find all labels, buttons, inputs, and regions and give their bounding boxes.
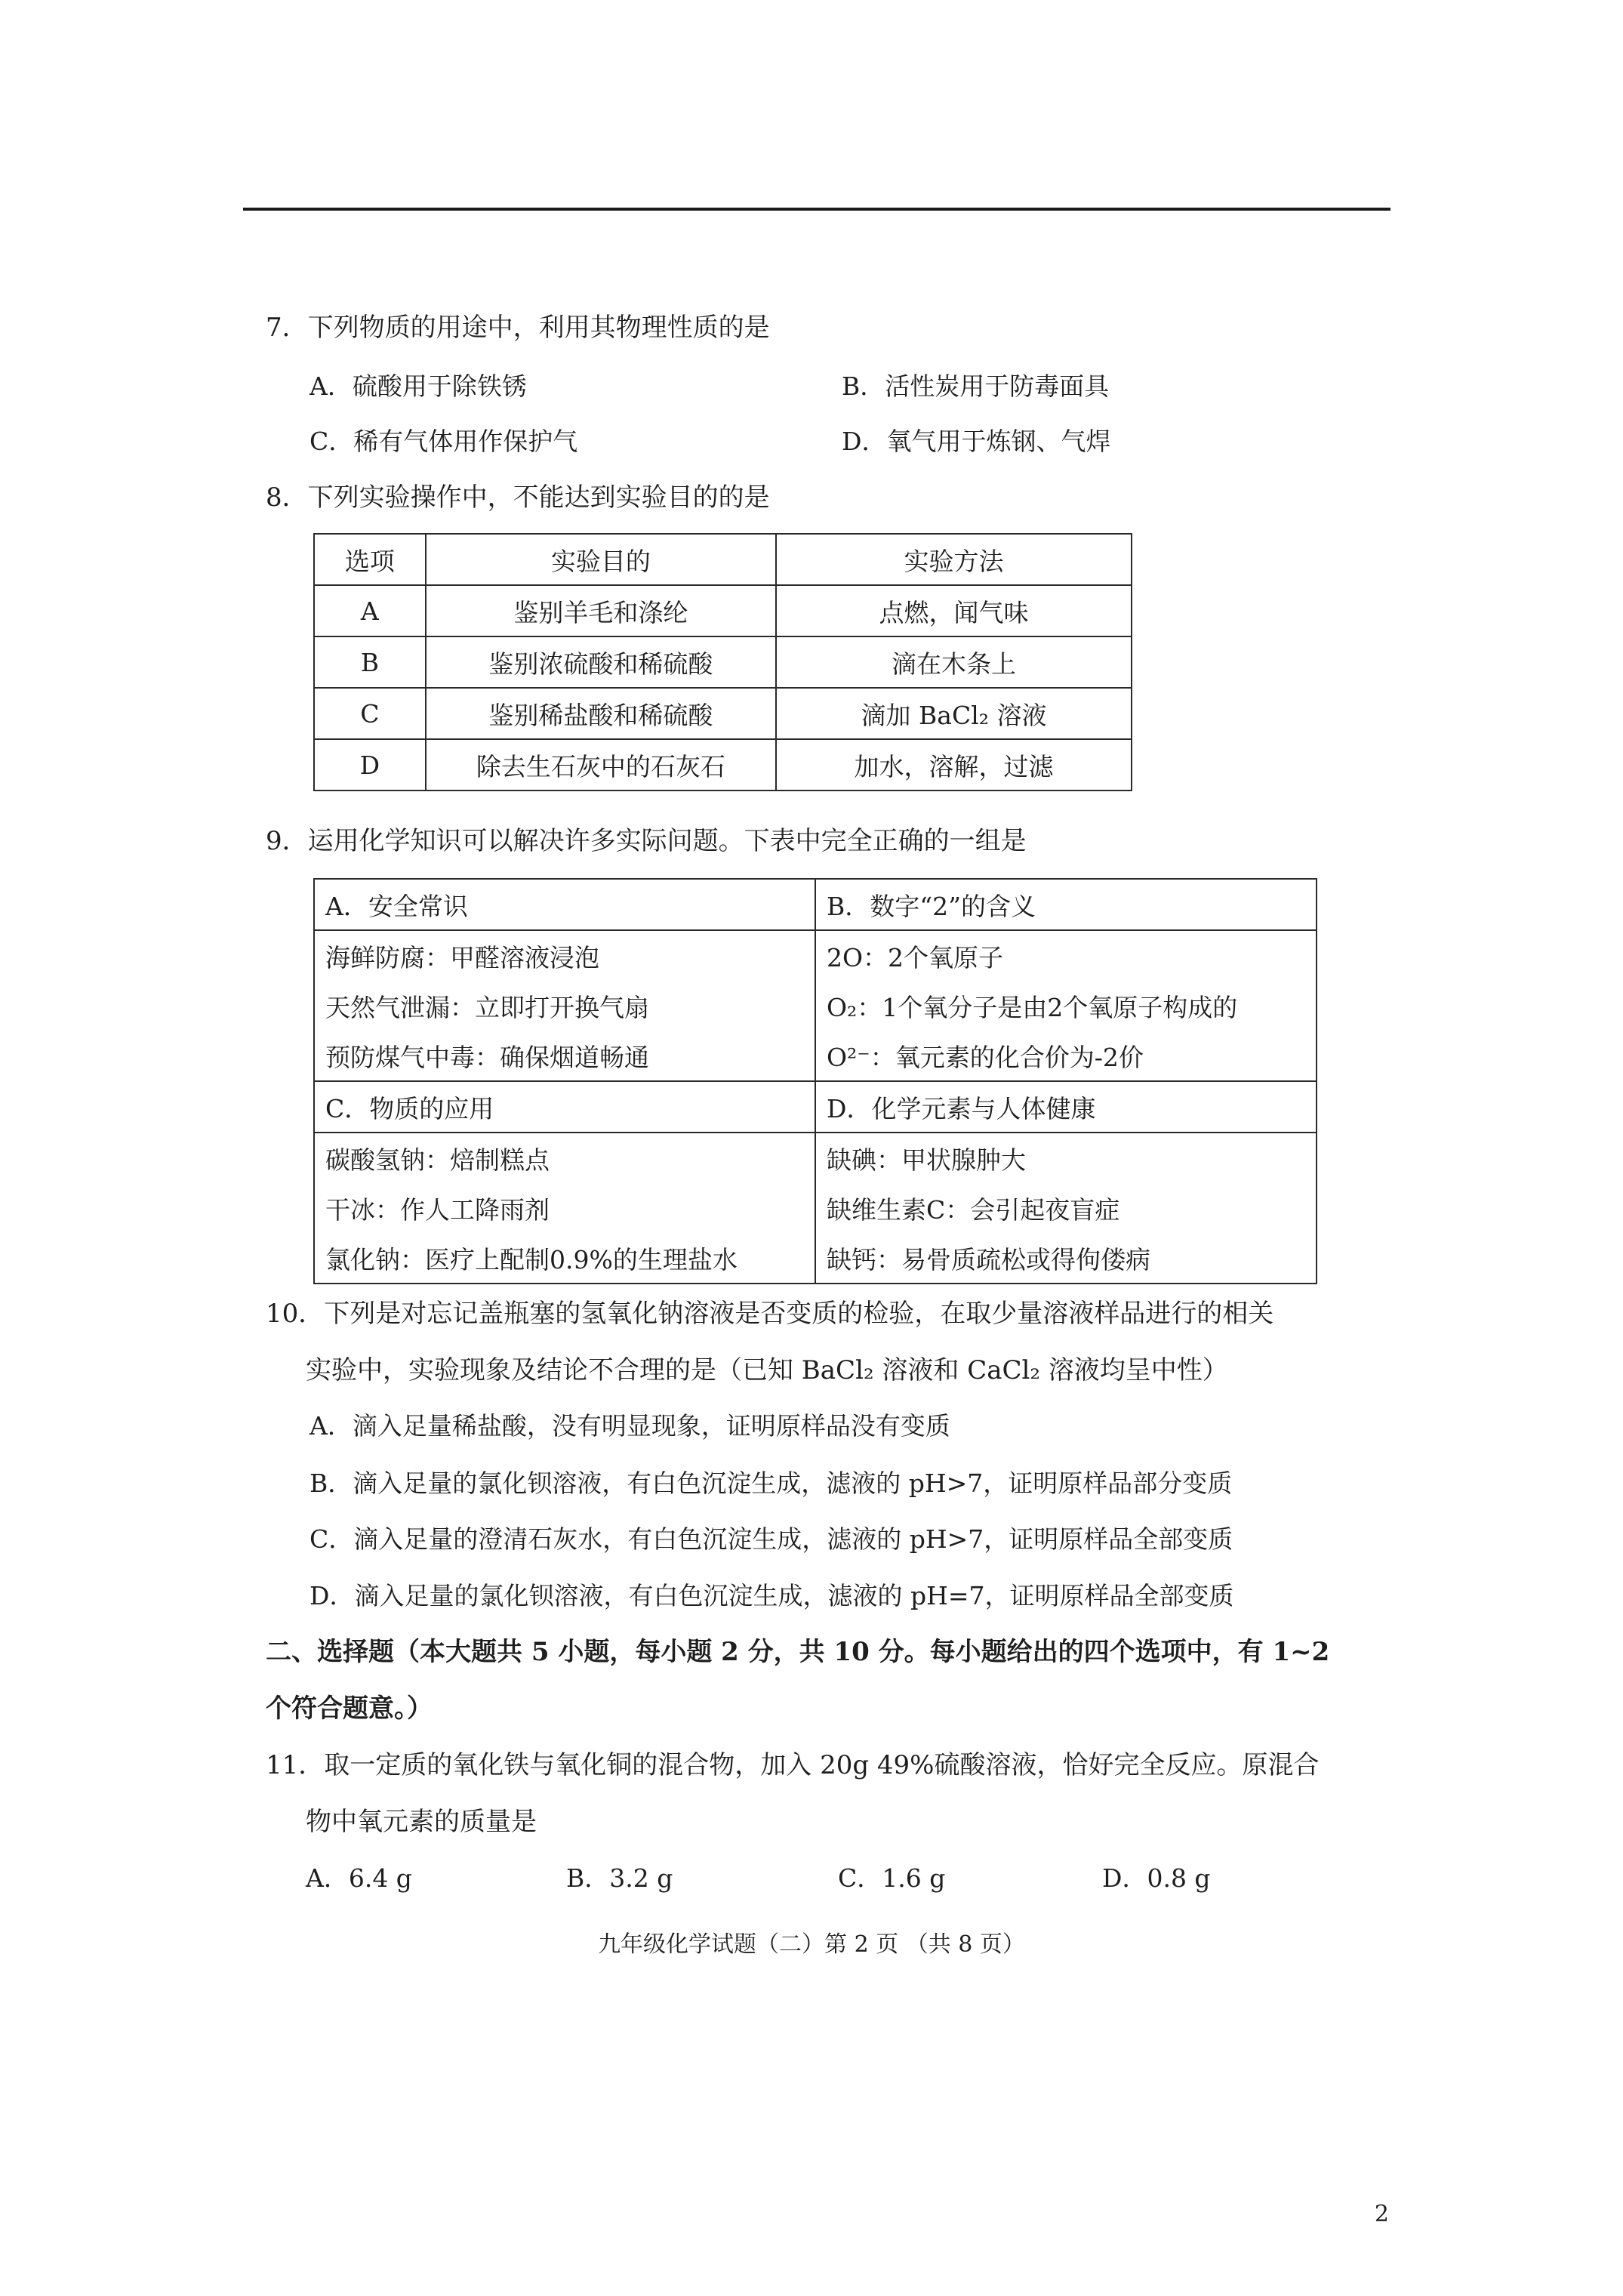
q11-option-a: A．6.4 g [306,1863,412,1893]
q11-stem-line2: 物中氧元素的质量是 [306,1807,537,1837]
table-row [314,636,1132,688]
q10-stem-line1: 10．下列是对忘记盖瓶塞的氢氧化钠溶液是否变质的检验，在取少量溶液样品进行的相关 [266,1299,1274,1329]
q8-cell-method: 加水，溶解，过滤 [776,739,1132,791]
q9-group-d-item: 缺维生素C：会引起夜盲症 [815,1183,1317,1233]
q8-header-purpose: 实验目的 [426,534,776,585]
q9-group-a-item: 预防煤气中毒：确保烟道畅通 [314,1031,815,1081]
q7-option-a: A．硫酸用于除铁锈 [310,371,527,401]
table-row [314,1183,1317,1233]
q9-stem: 9．运用化学知识可以解决许多实际问题。下表中完全正确的一组是 [266,826,1027,856]
table-row [314,585,1132,636]
table-row [314,1233,1317,1284]
q9-group-b-item: O²⁻：氧元素的化合价为-2价 [815,1031,1317,1081]
q10-option-a: A．滴入足量稀盐酸，没有明显现象，证明原样品没有变质 [310,1411,950,1441]
q8-table-header [314,534,1132,585]
table-row [314,981,1317,1031]
q8-cell-purpose: 除去生石灰中的石灰石 [426,739,776,791]
q9-group-d-item: 缺钙：易骨质疏松或得佝偻病 [815,1233,1317,1284]
q7-option-d: D．氧气用于炼钢、气焊 [842,427,1111,456]
table-row [314,688,1132,739]
q8-cell-option: A [314,585,426,636]
q11-stem-line1: 11．取一定质的氧化铁与氧化铜的混合物，加入 20g 49%硫酸溶液，恰好完全反应。原混合 [266,1750,1320,1780]
top-rule [243,208,1390,211]
q9-group-b-item: 2O：2个氧原子 [815,930,1317,981]
q8-cell-option: C [314,688,426,739]
q9-group-a-item: 天然气泄漏：立即打开换气扇 [314,981,815,1031]
q9-group-c-title: C．物质的应用 [314,1081,815,1133]
q9-group-d-item: 缺碘：甲状腺肿大 [815,1133,1317,1183]
q10-option-d: D．滴入足量的氯化钡溶液，有白色沉淀生成，滤液的 pH=7，证明原样品全部变质 [310,1581,1234,1610]
q7-option-b: B．活性炭用于防毒面具 [842,371,1110,401]
table-row [314,1081,1317,1133]
section2-heading-line1: 二、选择题（本大题共 5 小题，每小题 2 分，共 10 分。每小题给出的四个选项中，有 1~2 [266,1637,1330,1667]
table-row [314,930,1317,981]
table-row [314,739,1132,791]
q8-header-method: 实验方法 [776,534,1132,585]
q8-cell-method: 滴在木条上 [776,636,1132,688]
q8-cell-option: D [314,739,426,791]
q8-cell-purpose: 鉴别稀盐酸和稀硫酸 [426,688,776,739]
q7-stem: 7．下列物质的用途中，利用其物理性质的是 [266,313,770,343]
table-row [314,1031,1317,1081]
q11-option-b: B．3.2 g [566,1863,673,1893]
q8-cell-method: 滴加 BaCl₂ 溶液 [776,688,1132,739]
page-footer: 九年级化学试题（二）第 2 页 （共 8 页） [598,1931,1025,1958]
q9-group-d-title: D．化学元素与人体健康 [815,1081,1317,1133]
q8-cell-purpose: 鉴别浓硫酸和稀硫酸 [426,636,776,688]
q9-group-a-item: 海鲜防腐：甲醛溶液浸泡 [314,930,815,981]
q9-group-a-title: A．安全常识 [314,879,815,930]
q8-stem: 8．下列实验操作中，不能达到实验目的的是 [266,482,770,513]
q10-option-b: B．滴入足量的氯化钡溶液，有白色沉淀生成，滤液的 pH>7，证明原样品部分变质 [310,1469,1233,1498]
page-number: 2 [1374,2201,1389,2227]
q8-cell-method: 点燃，闻气味 [776,585,1132,636]
table-row [314,879,1317,930]
q8-header-option: 选项 [314,534,426,585]
q8-cell-purpose: 鉴别羊毛和涤纶 [426,585,776,636]
q9-group-b-item: O₂：1个氧分子是由2个氧原子构成的 [815,981,1317,1031]
q9-group-c-item: 氯化钠：医疗上配制0.9%的生理盐水 [314,1233,815,1284]
q9-table [313,878,1317,1284]
q8-cell-option: B [314,636,426,688]
q9-group-b-title: B．数字“2”的含义 [815,879,1317,930]
q9-group-c-item: 干冰：作人工降雨剂 [314,1183,815,1233]
q9-group-c-item: 碳酸氢钠：焙制糕点 [314,1133,815,1183]
q10-option-c: C．滴入足量的澄清石灰水，有白色沉淀生成，滤液的 pH>7，证明原样品全部变质 [310,1524,1233,1554]
q8-table [313,533,1132,791]
table-row [314,1133,1317,1183]
q10-stem-line2: 实验中，实验现象及结论不合理的是（已知 BaCl₂ 溶液和 CaCl₂ 溶液均呈中性） [306,1355,1228,1385]
section2-heading-line2: 个符合题意。） [266,1693,433,1724]
q7-option-c: C．稀有气体用作保护气 [310,427,578,456]
q11-option-d: D．0.8 g [1102,1863,1211,1893]
q11-option-c: C．1.6 g [838,1863,946,1893]
